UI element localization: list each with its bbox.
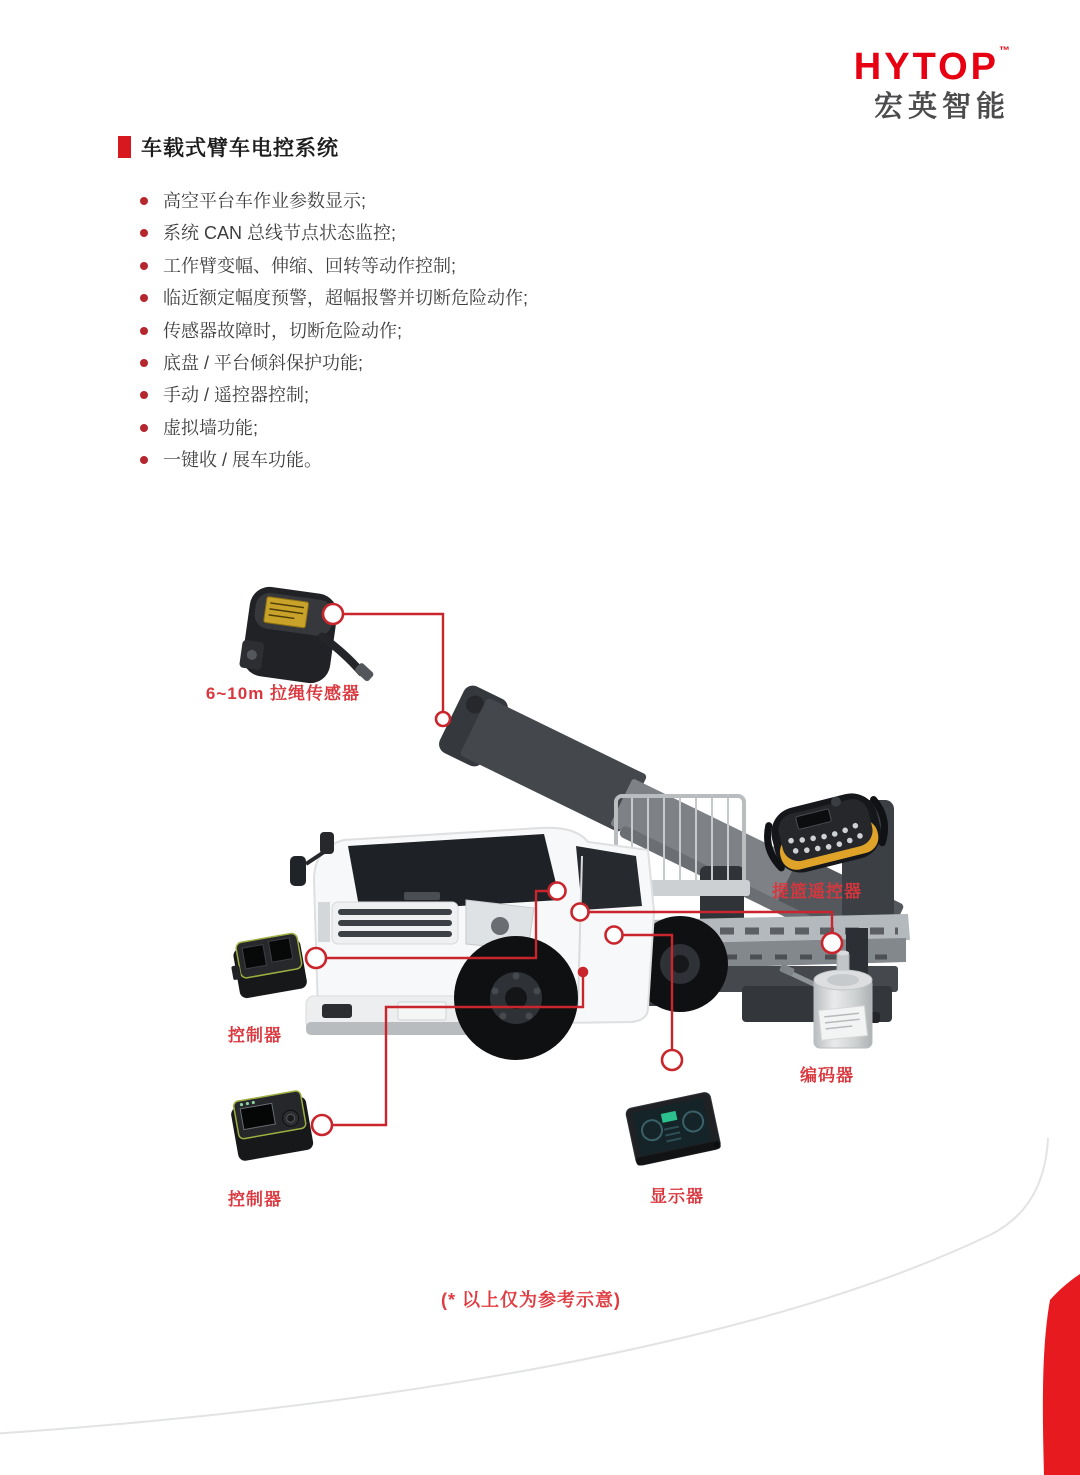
feature-item — [140, 352, 780, 384]
bullet-icon — [140, 197, 148, 205]
feature-item — [140, 417, 780, 449]
feature-text: 虚拟墙功能; — [163, 417, 259, 438]
feature-text: 传感器故障时，切断危险动作; — [163, 320, 402, 341]
feature-text: 临近额定幅度预警，超幅报警并切断危险动作; — [163, 288, 528, 309]
section-title-text: 车载式臂车电控系统 — [141, 137, 339, 160]
bullet-icon — [140, 294, 148, 302]
bullet-icon — [140, 359, 148, 367]
node-rope-sensor — [323, 604, 343, 624]
label-controller-top: 控制器 — [228, 1026, 282, 1045]
brand-logo — [853, 45, 1010, 123]
feature-item — [140, 287, 780, 319]
feature-text: 底盘 / 平台倾斜保护功能; — [163, 352, 364, 373]
node-boom-pivot — [549, 883, 566, 900]
controller-top-illustration — [227, 932, 308, 1000]
label-basket-remote: 提篮遥控器 — [772, 882, 862, 901]
feature-item — [140, 222, 780, 254]
feature-item — [140, 449, 780, 481]
feature-text: 系统 CAN 总线节点状态监控; — [163, 223, 397, 244]
bullet-icon — [140, 262, 148, 270]
node-boom-tip — [436, 712, 450, 726]
node-flatbed — [606, 927, 623, 944]
feature-text: 高空平台车作业参数显示; — [163, 191, 366, 211]
brand-name: HYTOP — [853, 46, 999, 88]
title-marker-bar — [118, 136, 131, 158]
feature-text: 手动 / 遥控器控制; — [163, 385, 310, 406]
bullet-icon — [140, 456, 148, 464]
label-controller-bottom: 控制器 — [228, 1190, 282, 1209]
bullet-icon — [140, 229, 148, 237]
brand-subtitle: 宏英智能 — [873, 91, 1010, 123]
label-encoder: 编码器 — [800, 1066, 854, 1085]
label-rope-sensor: 6~10m 拉绳传感器 — [205, 684, 361, 703]
footer-note: (* 以上仅为参考示意) — [441, 1290, 621, 1310]
red-swoosh — [1043, 1274, 1080, 1475]
bullet-icon — [140, 391, 148, 399]
trademark-symbol: ™ — [999, 45, 1010, 57]
bullet-icon — [140, 424, 148, 432]
section-title — [118, 132, 339, 162]
brand-logo-wordmark — [853, 45, 1010, 88]
bullet-icon — [140, 327, 148, 335]
node-controller-top — [306, 948, 326, 968]
feature-text: 一键收 / 展车功能。 — [163, 450, 323, 471]
feature-item — [140, 384, 780, 416]
node-chassis — [579, 968, 587, 976]
feature-list — [140, 190, 780, 482]
node-encoder — [822, 933, 842, 953]
node-turntable — [572, 904, 589, 921]
feature-item — [140, 190, 780, 222]
front-wheel — [454, 936, 578, 1060]
label-display: 显示器 — [650, 1187, 704, 1206]
feature-item — [140, 320, 780, 352]
feature-text: 工作臂变幅、伸缩、回转等动作控制; — [163, 255, 456, 276]
node-display — [662, 1050, 682, 1070]
rope-sensor-illustration — [238, 584, 384, 692]
feature-item — [140, 255, 780, 287]
gray-arc — [0, 1138, 1048, 1434]
bottom-decoration — [0, 1100, 1080, 1475]
